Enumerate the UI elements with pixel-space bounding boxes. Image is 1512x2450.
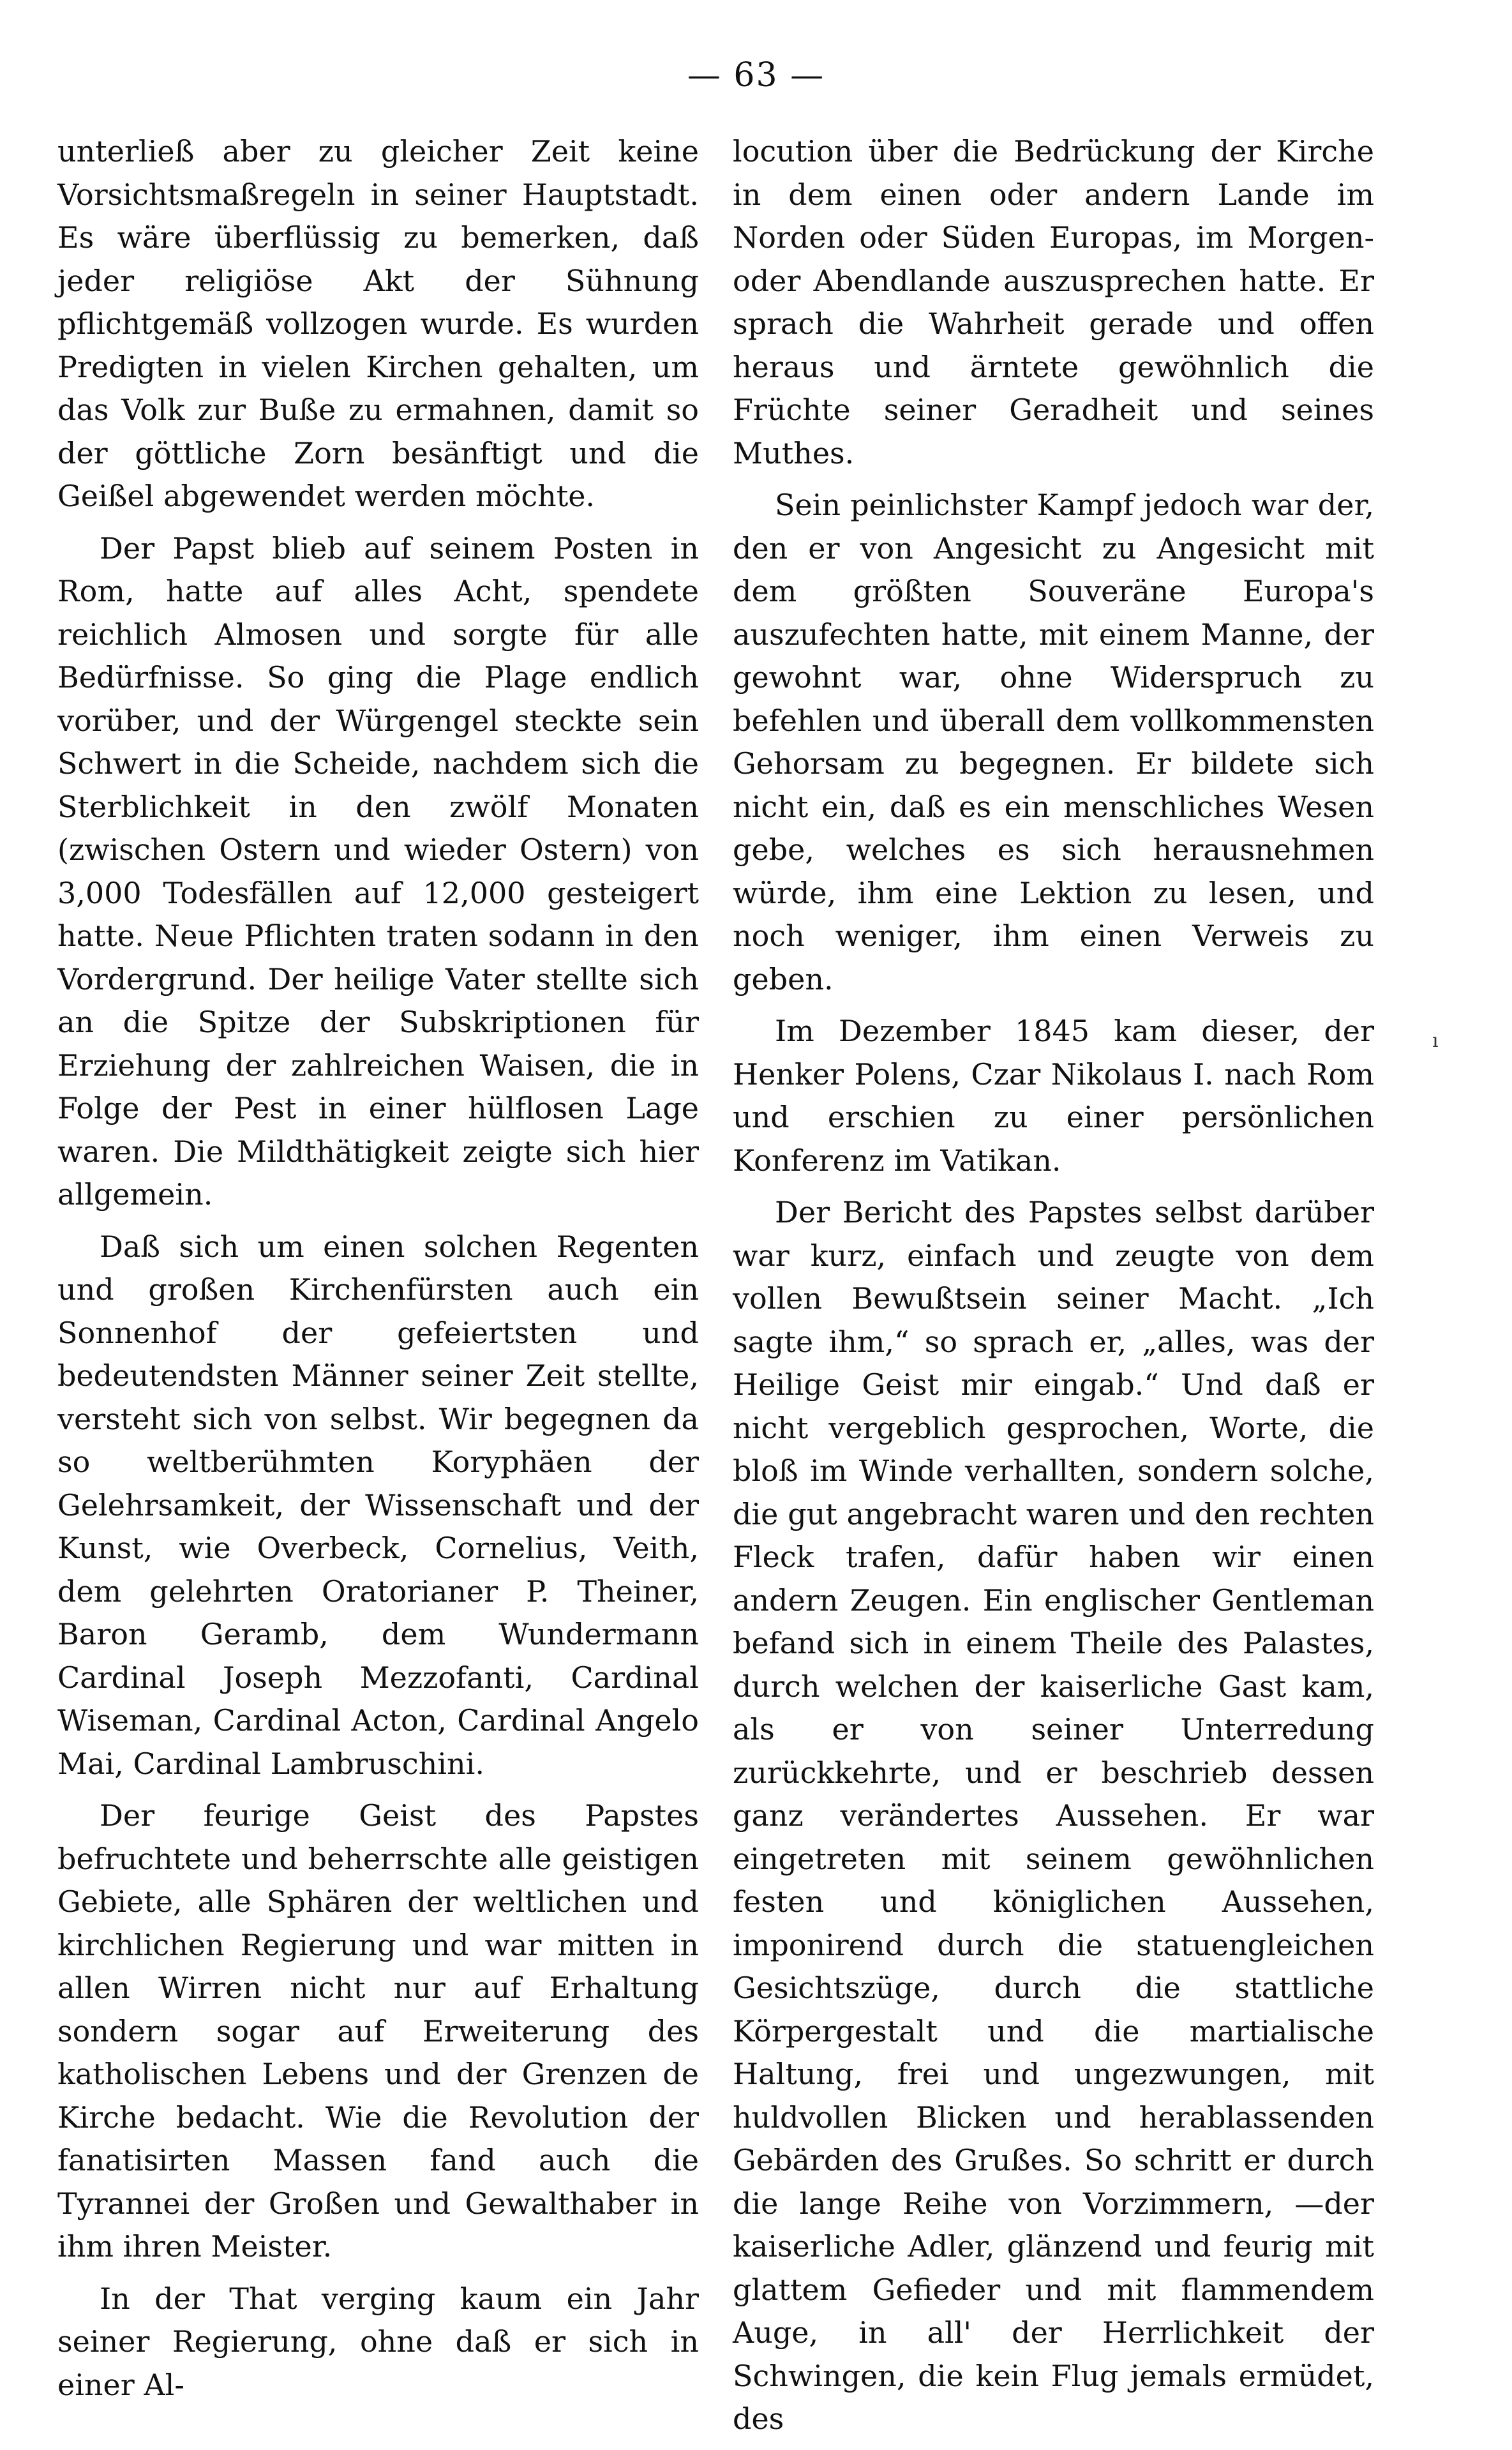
right-paragraph-3: Im Dezember 1845 kam dieser, der Henker Polens, Czar Nikolaus I. nach Rom und erschien zu einer persönlichen Konferenz im Vatikan. bbox=[733, 1014, 1374, 1178]
left-paragraph-3: Daß sich um einen solchen Regenten und großen Kirchenfürsten auch ein Sonnenhof der gefeiertsten und bedeutendsten Männer seiner Zeit stellte, versteht sich von selbst. Wir begegnen da so weltberühmten Koryphäen der Gelehrsamkeit, der Wissenschaft und der Kunst, wie Overbeck, Cornelius, Veith, dem gelehrten Oratorianer P. Theiner, Baron Geramb, dem Wundermann Cardinal Joseph Mezzofanti, Cardinal Wiseman, Cardinal Acton, Cardinal Angelo Mai, Cardinal Lambruschini. bbox=[57, 1229, 699, 1781]
right-paragraph-2: Sein peinlichster Kampf jedoch war der, den er von Angesicht zu Angesicht mit dem größten Souveräne Europa's auszufechten hatte, mit einem Manne, der gewohnt war, ohne Widerspruch zu befehlen und überall dem vollkommensten Gehorsam zu begegnen. Er bildete sich nicht ein, daß es ein menschliches Wesen gebe, welches es sich herausnehmen würde, ihm eine Lektion zu lesen, und noch weniger, ihm einen Verweis zu geben. bbox=[733, 488, 1374, 996]
left-paragraph-2: Der Papst blieb auf seinem Posten in Rom, hatte auf alles Acht, spendete reichlich Almosen und sorgte für alle Bedürfnisse. So ging die Plage endlich vorüber, und der Würgengel steckte sein Schwert in die Scheide, nachdem sich die Sterblichkeit in den zwölf Monaten (zwischen Ostern und wieder Ostern) von 3,000 Todesfällen auf 12,000 gesteigert hatte. Neue Pflichten traten sodann in den Vordergrund. Der heilige Vater stellte sich an die Spitze der Subskriptionen für Erziehung der zahlreichen Waisen, die in Folge der Pest in einer hülflosen Lage waren. Die Mildthätigkeit zeigte sich hier allgemein. bbox=[57, 530, 699, 1212]
left-paragraph-4: Der feurige Geist des Papstes befruchtete und beherrschte alle geistigen Gebiete, alle Sphären der weltlichen und kirchlichen Regierung und war mitten in allen Wirren nicht nur auf Erhaltung sondern sogar auf Erweiterung des katholischen Lebens und der Grenzen de Kirche bedacht. Wie die Revolution der fanatisirten Massen fand auch die Tyrannei der Großen und Gewalthaber in ihm ihren Meister. bbox=[57, 1798, 699, 2264]
left-paragraph-5: In der That verging kaum ein Jahr seiner Regierung, ohne daß er sich in einer Al- bbox=[57, 2281, 699, 2402]
margin-mark: ı bbox=[1432, 1030, 1439, 1052]
right-paragraph-1: locution über die Bedrückung der Kirche in dem einen oder andern Lande im Norden oder Süden Europas, im Morgen- oder Abendlande auszusprechen hatte. Er sprach die Wahrheit gerade und offen heraus und ärntete gewöhnlich die Früchte seiner Geradheit und seines Muthes. bbox=[733, 134, 1374, 470]
right-column bbox=[733, 130, 1374, 2450]
left-paragraph-1: unterließ aber zu gleicher Zeit keine Vorsichtsmaßregeln in seiner Hauptstadt. Es wäre überflüssig zu bemerken, daß jeder religiöse Akt der Sühnung pflichtgemäß vollzogen wurde. Es wurden Predigten in vielen Kirchen gehalten, um das Volk zur Buße zu ermahnen, damit so der göttliche Zorn besänftigt und die Geißel abgewendet werden möchte. bbox=[57, 134, 699, 513]
left-column bbox=[57, 130, 699, 2416]
page-number: — 63 — bbox=[687, 56, 825, 94]
right-paragraph-4: Der Bericht des Papstes selbst darüber war kurz, einfach und zeugte von dem vollen Bewußtsein seiner Macht. „Ich sagte ihm,“ so sprach er, „alles, was der Heilige Geist mir eingab.“ Und daß er nicht vergeblich gesprochen, Worte, die bloß im Winde verhallten, sondern solche, die gut angebracht waren und den rechten Fleck trafen, dafür haben wir einen andern Zeugen. Ein englischer Gentleman befand sich in einem Theile des Palastes, durch welchen der kaiserliche Gast kam, als er von seiner Unterredung zurückkehrte, und er beschrieb dessen ganz verändertes Aussehen. Er war eingetreten mit seinem gewöhnlichen festen und königlichen Aussehen, imponirend durch die statuengleichen Gesichtszüge, durch die stattliche Körpergestalt und die martialische Haltung, frei und ungezwungen, mit huldvollen Blicken und herablassenden Gebärden des Grußes. So schritt er durch die lange Reihe von Vorzimmern, —der kaiserliche Adler, glänzend und feurig mit glattem Gefieder und mit flammendem Auge, in all' der Herrlichkeit der Schwingen, die kein Flug jemals ermüdet, des bbox=[733, 1195, 1374, 2436]
